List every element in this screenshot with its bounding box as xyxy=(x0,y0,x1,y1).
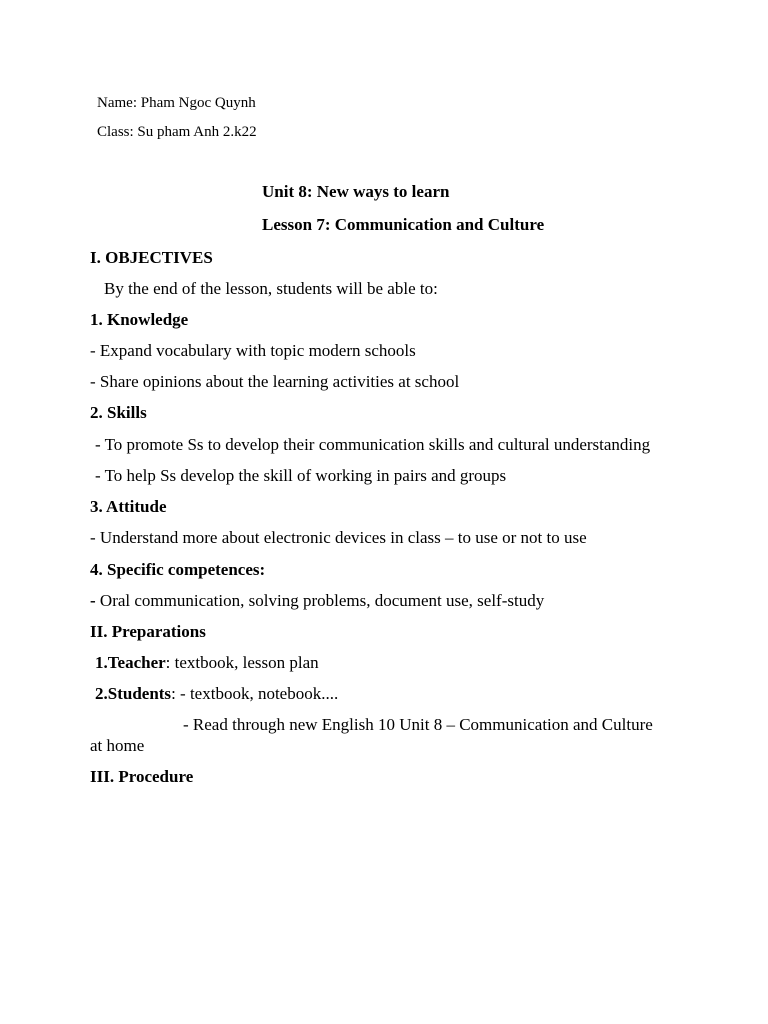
competences-dash: - xyxy=(90,591,96,610)
students-preparation xyxy=(95,684,338,704)
teacher-preparation xyxy=(95,653,319,673)
objectives-heading: I. OBJECTIVES xyxy=(90,248,213,267)
student-name: Name: Pham Ngoc Quynh xyxy=(97,95,256,111)
students-text: : - textbook, notebook.... xyxy=(171,684,339,703)
students-preparation-line2: - Read through new English 10 Unit 8 – Communication and Culture xyxy=(183,715,653,734)
attitude-item: - Understand more about electronic devices in class – to use or not to use xyxy=(90,528,587,547)
preparations-heading: II. Preparations xyxy=(90,622,206,641)
unit-title: Unit 8: New ways to learn xyxy=(262,182,450,201)
competences-heading: 4. Specific competences: xyxy=(90,560,266,579)
knowledge-heading: 1. Knowledge xyxy=(90,310,189,329)
students-preparation-line3: at home xyxy=(90,736,145,755)
teacher-text: : textbook, lesson plan xyxy=(165,653,319,672)
competences-text: Oral communication, solving problems, document use, self-study xyxy=(95,591,545,610)
skills-item: - To help Ss develop the skill of working in pairs and groups xyxy=(95,466,507,485)
knowledge-item: - Expand vocabulary with topic modern schools xyxy=(90,341,416,360)
skills-heading: 2. Skills xyxy=(90,403,147,422)
student-class: Class: Su pham Anh 2.k22 xyxy=(97,124,257,140)
procedure-heading: III. Procedure xyxy=(90,767,194,786)
competences-item xyxy=(90,591,544,611)
lesson-title: Lesson 7: Communication and Culture xyxy=(262,215,545,234)
skills-item: - To promote Ss to develop their communication skills and cultural understanding xyxy=(95,435,651,454)
knowledge-item: - Share opinions about the learning activities at school xyxy=(90,372,460,391)
students-label: 2.Students xyxy=(95,684,172,703)
teacher-label: 1.Teacher xyxy=(95,653,166,672)
attitude-heading: 3. Attitude xyxy=(90,497,167,516)
objectives-intro: By the end of the lesson, students will be able to: xyxy=(104,279,438,298)
